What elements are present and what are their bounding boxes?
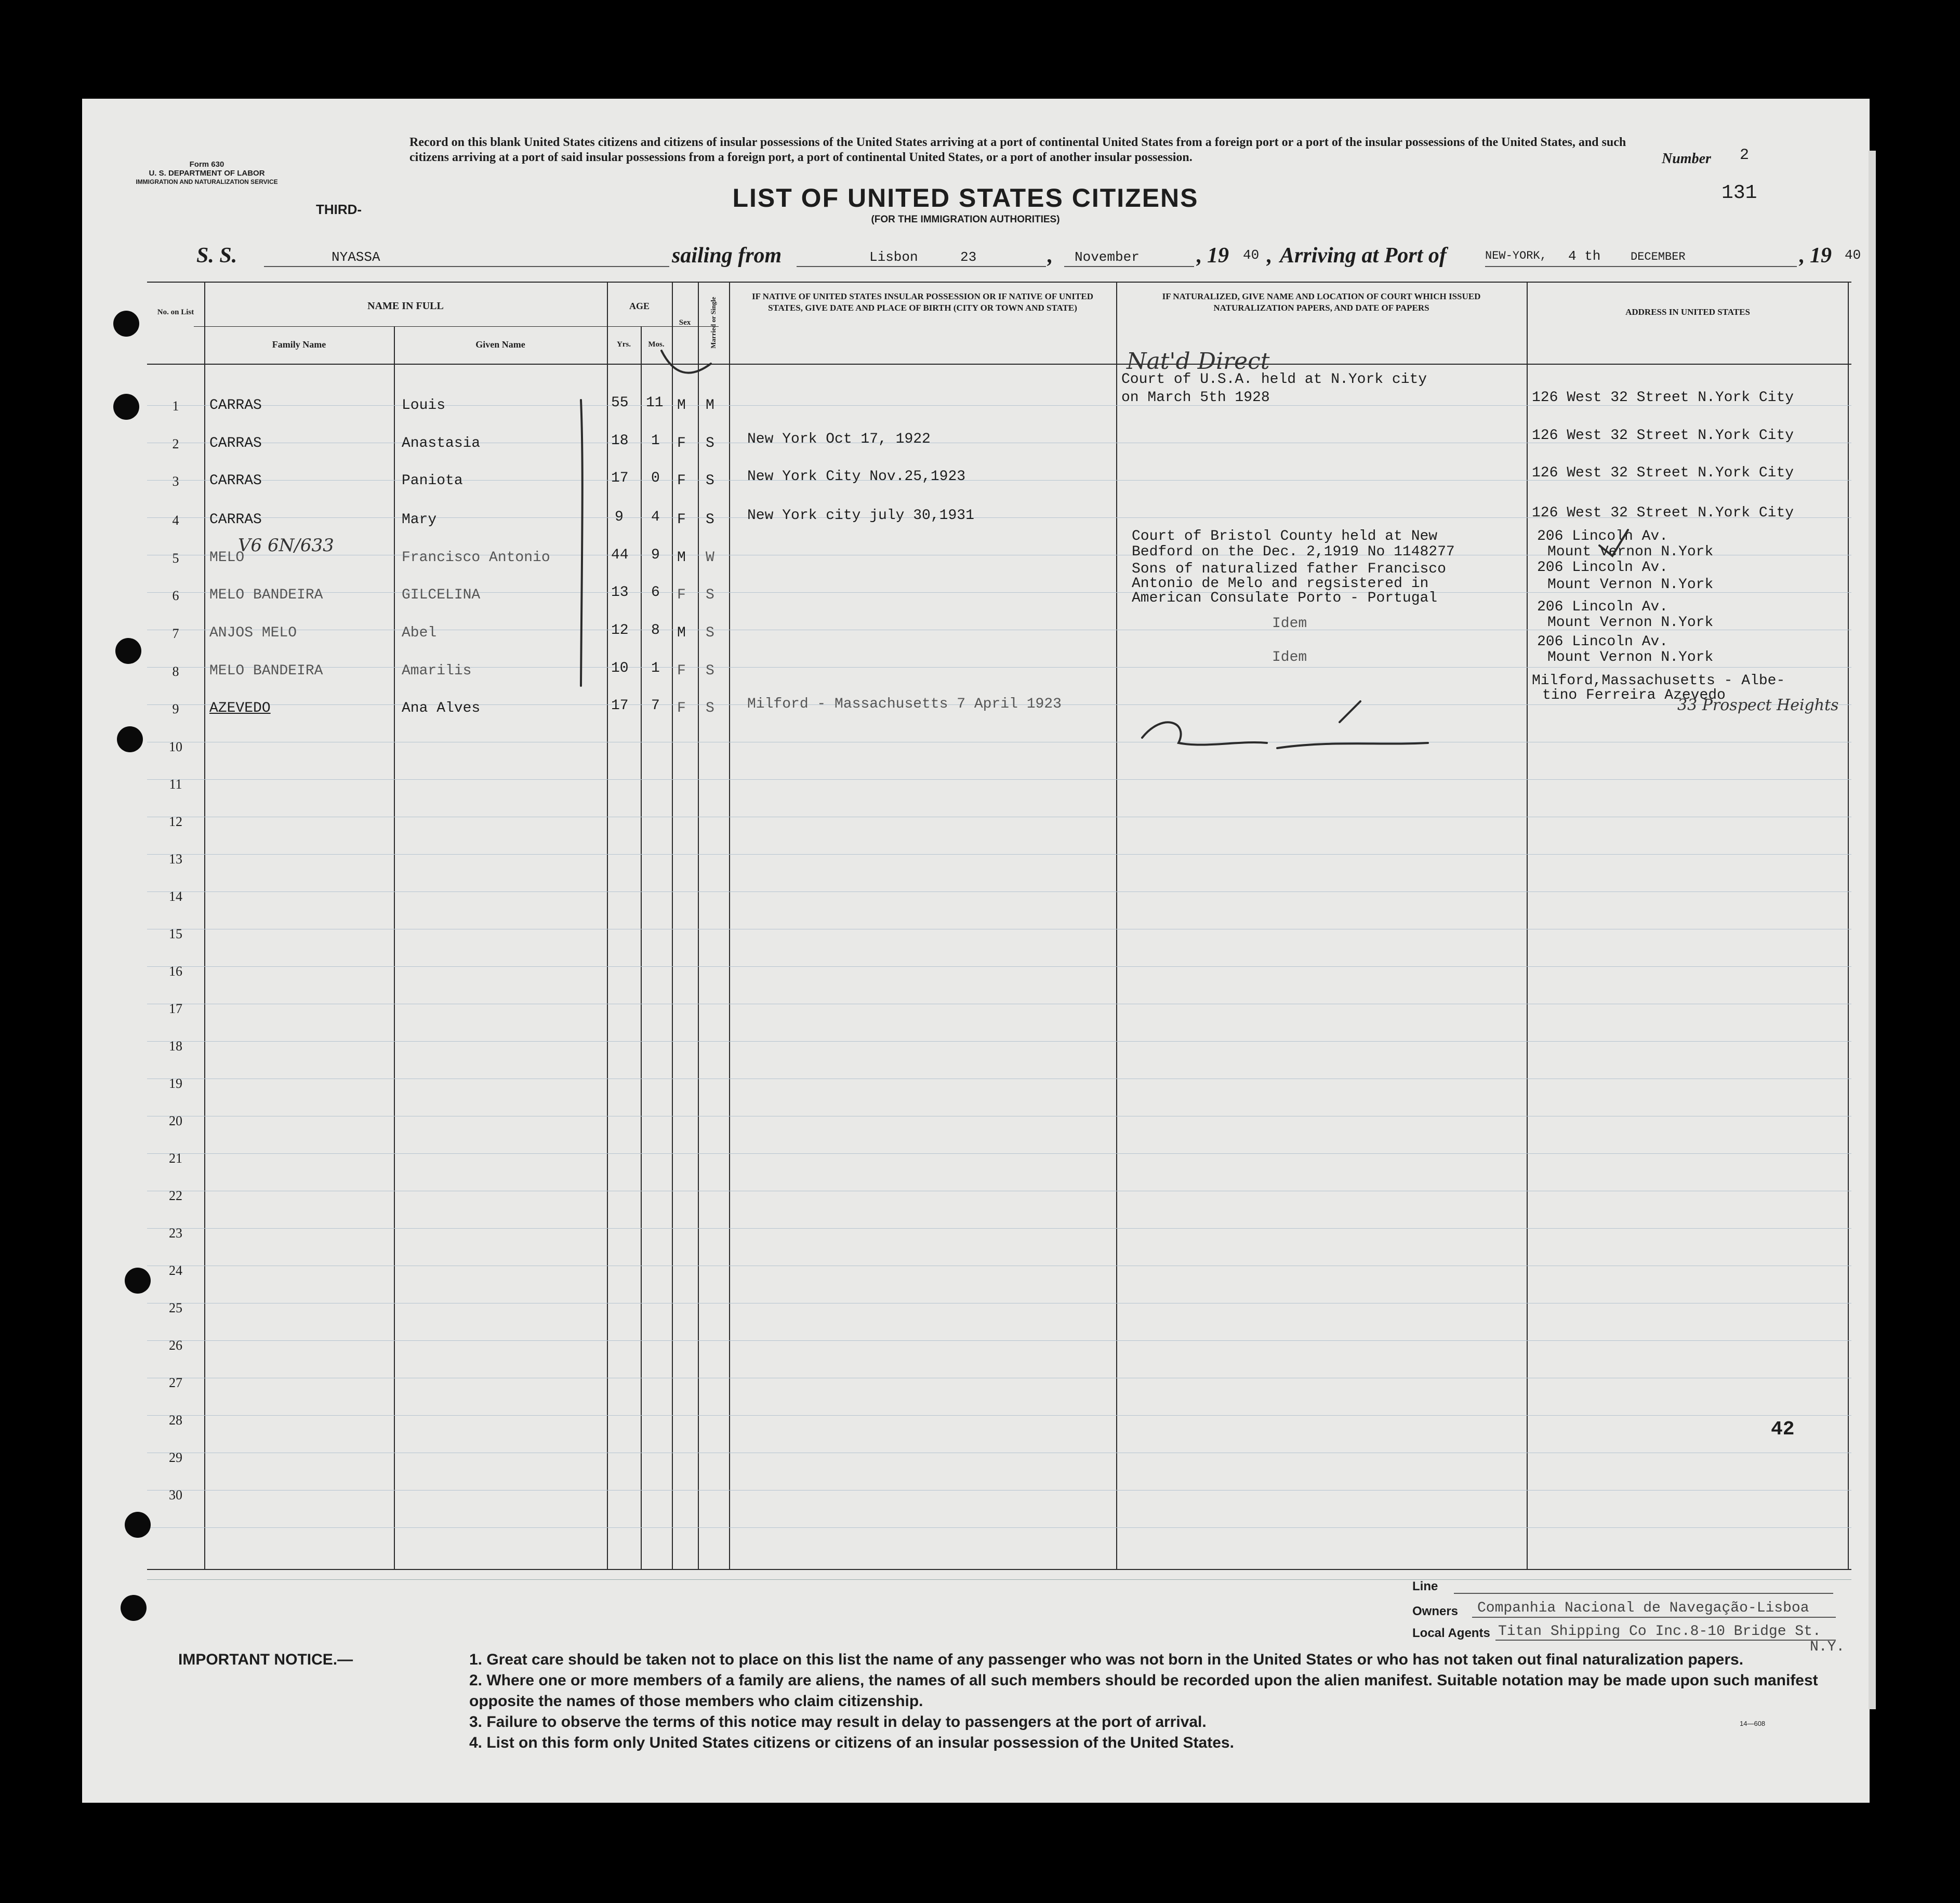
address-line1: 206 Lincoln Av.	[1537, 599, 1668, 615]
department-name: U. S. DEPARTMENT OF LABOR	[149, 169, 265, 178]
address-line1: 126 West 32 Street N.York City	[1532, 428, 1794, 444]
owners-label: Owners	[1412, 1604, 1459, 1618]
intro-text: Record on this blank United States citizens and citizens of insular possessions of the United States arriving at a port of continental United States from a foreign port or a port of the insular possessions of the United States, and such citizens arriving at a port of said insular possessions from a foreign port, a port of continental United States, or a port of another insular possession.	[409, 136, 1626, 164]
number-label: Number	[1662, 151, 1711, 167]
form-number: Form 630	[189, 160, 224, 169]
row-number: 3	[172, 474, 179, 489]
age-mos: 11	[646, 395, 664, 411]
age-yrs: 44	[611, 547, 629, 563]
given-name: Ana Alves	[402, 700, 481, 716]
row-number: 18	[169, 1039, 182, 1054]
row-number: 25	[169, 1300, 182, 1315]
sex: M	[677, 550, 686, 566]
punch-hole-icon	[117, 726, 143, 752]
age-mos: 8	[651, 622, 660, 638]
married-single: S	[706, 700, 714, 716]
row-number: 5	[172, 551, 179, 566]
married-single: S	[706, 663, 714, 679]
family-name: CARRAS	[209, 512, 262, 528]
line-label: Line	[1412, 1579, 1438, 1593]
address-line2: Mount Vernon N.York	[1547, 577, 1714, 593]
header-sex: Sex	[679, 318, 691, 327]
age-yrs: 12	[611, 622, 629, 638]
family-name: CARRAS	[209, 473, 262, 489]
arrival-year-prefix: 19	[1810, 244, 1832, 268]
family-name: MELO	[209, 550, 245, 566]
age-mos: 1	[651, 433, 660, 449]
row-number: 1	[172, 398, 179, 414]
age-yrs: 9	[615, 509, 624, 525]
punch-hole-icon	[125, 1512, 151, 1538]
address-line2: Mount Vernon N.York	[1547, 649, 1714, 666]
page-subtitle: (FOR THE IMMIGRATION AUTHORITIES)	[871, 214, 1060, 225]
sailing-label: sailing from	[672, 244, 782, 268]
row-number: 27	[169, 1375, 182, 1390]
row-number: 30	[169, 1487, 182, 1502]
row-number: 9	[172, 701, 179, 716]
married-single: S	[706, 473, 714, 489]
row-number: 15	[169, 926, 182, 941]
row-number: 6	[172, 588, 179, 603]
age-mos: 7	[651, 698, 660, 714]
line-underline	[1454, 1593, 1833, 1594]
naturalization-line1: Idem	[1272, 616, 1307, 632]
agents-underline	[1495, 1640, 1836, 1641]
check-mark-icon	[661, 351, 711, 373]
margin-note: V6 6N/633	[238, 535, 334, 556]
birth-info: New York City Nov.25,1923	[747, 469, 966, 485]
sex: F	[677, 587, 686, 603]
signature-icon	[1142, 722, 1267, 744]
header-no: No. on List	[157, 308, 194, 316]
address-line2: Mount Vernon N.York	[1547, 615, 1714, 631]
owners-value: Companhia Nacional de Navegação-Lisboa	[1477, 1600, 1809, 1616]
age-yrs: 17	[611, 470, 629, 486]
sex: F	[677, 435, 686, 451]
age-mos: 6	[651, 584, 660, 601]
row-number: 29	[169, 1450, 182, 1465]
punch-hole-icon	[113, 394, 139, 420]
row-number: 28	[169, 1413, 182, 1428]
row-number: 21	[169, 1151, 182, 1166]
header-family-name: Family Name	[272, 339, 326, 350]
row-number: 2	[172, 436, 179, 451]
header-birth: IF NATIVE OF UNITED STATES INSULAR POSSESSION OR IF NATIVE OF UNITED STATES, GIVE DATE AND PLACE OF BIRTH (CITY OR TOWN AND STATE)	[752, 291, 1093, 313]
age-mos: 9	[651, 547, 660, 563]
row-number: 19	[169, 1076, 182, 1091]
row-number: 16	[169, 964, 182, 979]
row-number: 20	[169, 1113, 182, 1128]
punch-hole-icon	[115, 638, 141, 664]
age-mos: 1	[651, 660, 660, 676]
naturalization-line1: Court of Bristol County held at New	[1132, 528, 1438, 544]
age-yrs: 13	[611, 584, 629, 601]
sex: F	[677, 700, 686, 716]
sex: F	[677, 473, 686, 489]
punch-hole-icon	[125, 1268, 151, 1294]
row-number: 17	[169, 1001, 182, 1016]
sail-year: 40	[1243, 247, 1260, 263]
given-name: Amarilis	[402, 663, 472, 679]
age-mos: 4	[651, 509, 660, 525]
naturalization-line1: Idem	[1272, 649, 1307, 666]
header-name-in-full: NAME IN FULL	[367, 300, 444, 312]
notice-item: 1. Great care should be taken not to place on this list the name of any passenger who was not born in the United States or who has not taken out final naturalization papers.	[469, 1651, 1744, 1668]
age-yrs: 18	[611, 433, 629, 449]
birth-info: Milford - Massachusetts 7 April 1923	[747, 696, 1062, 712]
family-name: CARRAS	[209, 435, 262, 451]
sex: M	[677, 397, 686, 414]
handwritten-note: Nat'd Direct	[1127, 348, 1270, 375]
header-address: ADDRESS IN UNITED STATES	[1625, 307, 1750, 317]
notice-item: 3. Failure to observe the terms of this notice may result in delay to passengers at the port of arrival.	[469, 1713, 1207, 1731]
address-line1: Milford,Massachusetts - Albe-	[1532, 673, 1785, 689]
notice-item: 2. Where one or more members of a family are aliens, the names of all such members should be recorded upon the alien manifest. Suitable notation may be made upon such manifest opposite the names of those members who claim citizenship.	[469, 1672, 1818, 1710]
row-number: 13	[169, 851, 182, 867]
header-mos: Mos.	[648, 340, 665, 349]
family-name: AZEVEDO	[209, 700, 271, 716]
age-yrs: 10	[611, 660, 629, 676]
given-name: Louis	[402, 397, 446, 414]
married-single: S	[706, 512, 714, 528]
given-name: Abel	[402, 625, 437, 641]
sail-day: 23	[960, 249, 977, 265]
given-name: Anastasia	[402, 435, 481, 451]
age-yrs: 55	[611, 395, 629, 411]
married-single: W	[706, 550, 714, 566]
class-label: THIRD-	[316, 202, 362, 217]
age-mos: 0	[651, 470, 660, 486]
family-name: MELO BANDEIRA	[209, 587, 323, 603]
address-line1: 206 Lincoln Av.	[1537, 560, 1668, 576]
check-mark-icon	[1599, 530, 1628, 556]
notice-item: 4. List on this form only United States citizens or citizens of an insular possession of the United States.	[469, 1734, 1234, 1751]
family-name: CARRAS	[209, 397, 262, 414]
document-page: Form 630 U. S. DEPARTMENT OF LABOR IMMIGRATION AND NATURALIZATION SERVICE Record on this blank United States citizens and citizens of insular possessions of the United States arriving at a port of continental United States from a foreign port or a port of the insular possessions of the United States, and such citizens arriving at a port of said insular possessions from a foreign port, a port of continental United States, or a port of another insular possession. THIRD- LIST OF UNITED STATES CITIZENS (FOR THE IMMIGRATION AUTHORITIES) Number 2 131 S. S. NYASSA sailing from Lisbon 23 , November , 19 40 , Arriving at Port of NEW-YORK, 4 th DECEMBER , 19 40 No. on List NAME IN FULL Family Name Given Name AGE Yrs. Mos. Sex Married or Single IF NATIVE OF UNITED STATES INSULAR POSSESSION OR IF NATIVE OF UNITED STATES, GIVE DATE AND PLACE OF BIRTH (CITY OR TOWN AND STATE) IF NATURALIZED, GIVE NAME AND LOCATION OF COURT WHICH ISSUED NATURALIZATION PAPERS, AND DATE OF PAPERS ADDRESS IN UNITED STATES 1 CARRAS Louis 55 11 M M Court of U.S.A. held at N.York city on March 5th 1928 126 West 32 Street N.York City 2 CARRAS Anastasia 18 1 F S New York Oct 17, 1922 126 West 32 Street N.York City 3 CARRAS Paniota 17 0 F S New York City Nov.25,1923 126 West 32 Street N.York City 4 CARRAS Mary 9 4 F S New York city july 30,1931 126 West 32 Street N.York City 5 MELO Francisco Antonio 44 9 M W Court of Bristol County held at New Bedford on the Dec. 2,1919 No 1148277 206 Lincoln Av. Mount Vernon N.York 6 MELO BANDEIRA GILCELINA 13 6 F S Sons of naturalized father Francisco Antonio de Melo and regsistered in American Consulate Porto - Portugal 206 Lincoln Av. Mount Vernon N.York 7 ANJOS MELO Abel 12 8 M S Idem 206 Lincoln Av. Mount Vernon N.York 8 MELO BANDEIRA Amarilis 10 1 F S Idem 206 Lincoln Av. Mount Vernon N.York 9 AZEVEDO Ana Alves 17 7 F S Milford - Massachusetts 7 April 1923 Milford,Massachusetts - Albe- tino Ferreira Azevedo 10 11 12 13 14 15 16 17 18 19 20 21 22 23 24 25 26 27 28 29 30 V6 6N/633 Nat'd Direct 33 Prospect Heights 42 Line Owners Companhia Nacional de Navegação-Lisboa Local Agents Titan Shipping Co Inc.8-10 Bridge St. N.Y. IMPORTANT NOTICE.— 1. Great care should be taken not to place on this list the name of any passenger who was not born in the United States or who has not taken out final naturalization papers. 2. Where one or more members of a family are aliens, the names of all such members should be recorded upon the alien manifest. Suitable notation may be made upon such manifest opposite the names of those members who claim citizenship. 3. Failure to observe the terms of this notice may result in delay to passengers at the port of arrival. 4. List on this form only United States citizens or citizens of an insular possession of the United States. 14—608	[82, 99, 1870, 1803]
address-line1: 206 Lincoln Av.	[1537, 634, 1668, 650]
row-number: 22	[169, 1188, 182, 1203]
handwritten-address: 33 Prospect Heights	[1677, 696, 1839, 714]
ship-name: NYASSA	[332, 249, 380, 265]
row-number: 10	[169, 739, 182, 754]
family-name: ANJOS MELO	[209, 625, 297, 641]
page-edge	[1869, 151, 1876, 1709]
naturalization-line1: Court of U.S.A. held at N.York city	[1121, 371, 1427, 388]
row-number: 24	[169, 1263, 182, 1278]
address-line1: 126 West 32 Street N.York City	[1532, 505, 1794, 521]
sex: F	[677, 512, 686, 528]
address-line2: tino Ferreira Azevedo	[1542, 687, 1726, 703]
row-number: 12	[169, 814, 182, 829]
row-number: 26	[169, 1338, 182, 1353]
age-yrs: 17	[611, 698, 629, 714]
married-single: S	[706, 625, 714, 641]
header-yrs: Yrs.	[616, 340, 631, 349]
sex: M	[677, 625, 686, 641]
birth-info: New York city july 30,1931	[747, 508, 974, 524]
notice-heading: IMPORTANT NOTICE.—	[178, 1651, 353, 1668]
row-number: 8	[172, 664, 179, 679]
row-number: 23	[169, 1226, 182, 1241]
print-code: 14—608	[1740, 1720, 1766, 1727]
married-single: S	[706, 435, 714, 451]
row-number: 11	[169, 777, 182, 792]
header-given-name: Given Name	[475, 339, 525, 350]
married-single: S	[706, 587, 714, 603]
arrival-day: 4 th	[1568, 248, 1601, 264]
page-number: 131	[1721, 182, 1757, 204]
arrival-month: DECEMBER	[1631, 250, 1686, 263]
given-name: Francisco Antonio	[402, 550, 550, 566]
arriving-label: Arriving at Port of	[1280, 244, 1447, 268]
stamp-number: 42	[1771, 1418, 1795, 1441]
header-age: AGE	[629, 301, 650, 311]
header-naturalized: IF NATURALIZED, GIVE NAME AND LOCATION OF COURT WHICH ISSUED NATURALIZATION PAPERS, AND DATE OF PAPERS	[1162, 291, 1481, 313]
family-name: MELO BANDEIRA	[209, 663, 323, 679]
row-number: 7	[172, 626, 179, 641]
arrival-year: 40	[1845, 247, 1861, 263]
naturalization-line2: Bedford on the Dec. 2,1919 No 1148277	[1132, 544, 1455, 560]
header-married: Married or Single	[709, 297, 717, 349]
row-number: 14	[169, 889, 182, 904]
number-value: 2	[1740, 147, 1750, 164]
row-number: 4	[172, 513, 179, 528]
check-mark-icon	[1340, 701, 1360, 722]
naturalization-line1: Sons of naturalized father Francisco	[1132, 561, 1446, 577]
arrival-port: NEW-YORK,	[1485, 249, 1547, 262]
service-name: IMMIGRATION AND NATURALIZATION SERVICE	[136, 178, 278, 185]
address-line1: 126 West 32 Street N.York City	[1532, 465, 1794, 481]
given-name: Paniota	[402, 473, 463, 489]
naturalization-line2: on March 5th 1928	[1121, 390, 1270, 406]
bracket-line-icon	[581, 400, 582, 686]
naturalization-line2: Antonio de Melo and regsistered in	[1132, 576, 1429, 592]
page-title: LIST OF UNITED STATES CITIZENS	[732, 183, 1199, 212]
married-single: M	[706, 397, 714, 414]
signature-icon	[1277, 743, 1428, 748]
year-prefix: 19	[1207, 244, 1229, 268]
given-name: Mary	[402, 512, 437, 528]
sex: F	[677, 663, 686, 679]
punch-hole-icon	[113, 311, 139, 337]
handwriting-marks	[82, 99, 1870, 1803]
from-port: Lisbon	[869, 249, 918, 265]
birth-info: New York Oct 17, 1922	[747, 431, 931, 447]
agents-label: Local Agents	[1412, 1626, 1490, 1640]
agents-value-2: N.Y.	[1810, 1639, 1845, 1655]
ss-label: S. S.	[196, 244, 237, 268]
punch-hole-icon	[121, 1595, 147, 1621]
naturalization-line3: American Consulate Porto - Portugal	[1132, 590, 1438, 606]
address-line1: 126 West 32 Street N.York City	[1532, 390, 1794, 406]
sail-month: November	[1075, 249, 1140, 265]
address-line1: 206 Lincoln Av.	[1537, 528, 1668, 544]
agents-value: Titan Shipping Co Inc.8-10 Bridge St.	[1498, 1623, 1821, 1640]
owners-underline	[1472, 1617, 1836, 1618]
given-name: GILCELINA	[402, 587, 481, 603]
address-line2: Mount Vernon N.York	[1547, 544, 1714, 560]
